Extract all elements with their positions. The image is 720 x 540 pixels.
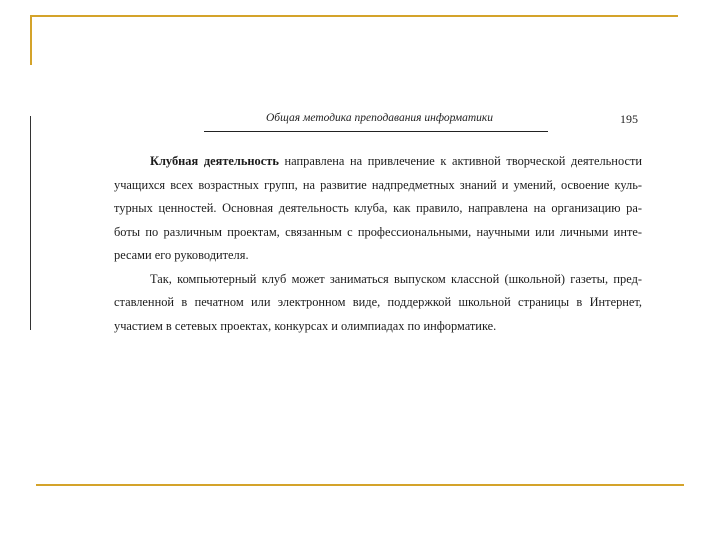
- paragraph-2-line-2: ставленной в печатном или электронном виде, поддержкой школьной страницы в Интернет,: [114, 295, 642, 309]
- paragraph-1-line-1-rest: направлена на привлечение к активной творческой деятельности: [278, 154, 642, 168]
- slide-frame-top-line: [30, 15, 678, 17]
- paragraph-1-line-1: [114, 150, 642, 174]
- paragraph-1-line-2: учащихся всех возрастных групп, на развитие надпредметных знаний и умений, освоение куль-: [114, 177, 642, 192]
- scanned-book-page: [30, 108, 670, 336]
- page-number: 195: [620, 112, 638, 126]
- body-text: [114, 150, 642, 338]
- running-head-rule: [204, 131, 548, 132]
- lead-term: Клубная деятельность: [150, 154, 279, 168]
- slide-frame-left-line: [30, 15, 32, 65]
- slide-frame-bottom-line: [36, 484, 684, 486]
- paragraph-2-line-3: участием в сетевых проектах, конкурсах и олимпиадах по информатике.: [114, 318, 497, 333]
- paragraph-1-line-5: ресами его руководителя.: [114, 248, 249, 262]
- paragraph-2-line-1: Так, компьютерный клуб может заниматься выпуском классной (школьной) газеты, пред-: [150, 271, 642, 286]
- paragraph-1-line-3: турных ценностей. Основная деятельность клуба, как правило, направлена на организацию ра-: [114, 201, 642, 215]
- paragraph-1-line-4: боты по различным проектам, связанным с профессиональными, научными или личными инте-: [114, 224, 642, 239]
- scan-left-edge: [30, 116, 31, 330]
- running-head: Общая методика преподавания информатики: [266, 112, 494, 124]
